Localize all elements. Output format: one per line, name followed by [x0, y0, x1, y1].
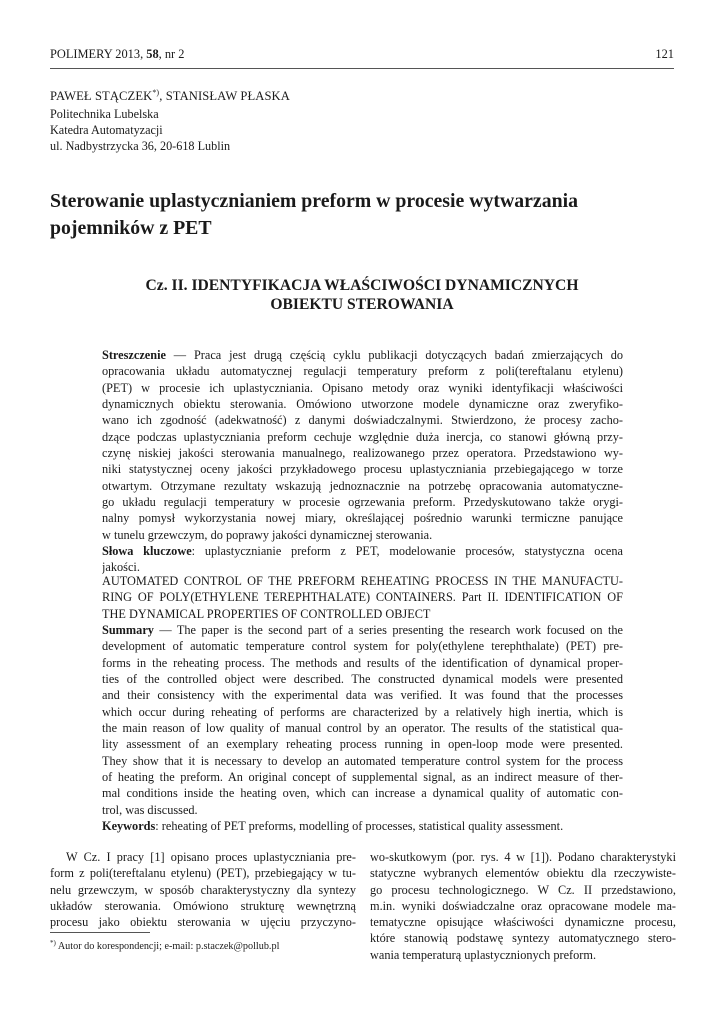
summary-line: development of automatic temperature control system for poly(ethylene terephthalate) (PET) pre-	[102, 639, 623, 654]
abstract-line: dynamicznych obiektu sterowania. Omówiono utworzone modele dynamiczne oraz zweryfiko-	[102, 397, 623, 412]
english-title-line: AUTOMATED CONTROL OF THE PREFORM REHEATING PROCESS IN THE MANUFACTU-	[102, 574, 623, 588]
keywords-en-line: Keywords: reheating of PET preforms, modelling of processes, statistical quality assessment.	[102, 819, 564, 834]
summary-line: of heating the preform. An original concept of supplemental signal, as an indirect measure of ther-	[102, 770, 623, 785]
summary-line: forms in the reheating process. The methods and results of the identification of dynamical proper-	[102, 655, 623, 670]
title-line: Sterowanie uplastycznianiem preform w procesie wytwarzania	[50, 190, 578, 212]
body-line: W Cz. I pracy [1] opisano proces uplastyczniania pre-	[66, 850, 356, 864]
article-subtitle	[50, 276, 674, 314]
footnote-divider	[50, 932, 150, 933]
summary-line: ties of the controlled object were described. The constructed dynamical models were presented	[102, 672, 623, 687]
abstract-line: dzące podczas uplastyczniania preform cechuje względnie duża inercja, co stanowi główną przy-	[102, 429, 623, 444]
body-line: wo-skutkowym (por. rys. 4 w [1]). Podano charakterystyki	[370, 850, 676, 864]
body-line: nelu grzewczym, w sposób charakterystyczny dla syntezy	[50, 882, 356, 897]
affiliation-line: ul. Nadbystrzycka 36, 20-618 Lublin	[50, 139, 231, 153]
english-title-line: RING OF POLY(ETHYLENE TEREPHTHALATE) CONTAINERS. Part II. IDENTIFICATION OF	[102, 590, 623, 605]
summary-line: They show that it is necessary to develop an automated temperature control system for the process	[102, 753, 623, 768]
summary-line: trol, was discussed.	[102, 802, 198, 817]
abstract-line: czynę niskiej jakości sterowania manualnego, realizowanego przez operatora. Przedstawiono wy-	[102, 446, 623, 461]
summary-line: mal conditions inside the heating oven, which can increase a dynamical quality of automatic con-	[102, 786, 623, 801]
summary-line: and their consistency with the experimental data was verified. It was found that the processes	[102, 688, 623, 703]
body-line: procesu jako obiektu sterowania w ujęciu przyczyno-	[50, 915, 356, 930]
keywords-pl-line: jakości.	[102, 560, 140, 575]
affiliation	[50, 106, 230, 154]
abstract-line: wano ich zgodność (adekwatność) z danymi doświadczalnymi. Stwierdzono, że procesy zacho-	[102, 413, 623, 428]
abstract-line: w tunelu grzewczym, do poprawy jakości dynamicznej sterowania.	[102, 527, 433, 542]
abstract-line: (PET) w procesie ich uplastyczniania. Opisano metody oraz wyniki identyfikacji właściwości	[102, 380, 623, 395]
streszczenie-label: Streszczenie	[102, 348, 166, 362]
affiliation-line: Katedra Automatyzacji	[50, 123, 163, 137]
footnote-text: Autor do korespondencji; e-mail: p.staczek@pollub.pl	[55, 941, 280, 952]
body-line: m.in. wyniki doświadczalne oraz opracowane modele ma-	[370, 898, 676, 913]
abstract-line: nalny pomysł wykorzystania nowej miary, określającej pośrednio warunki termiczne panujące	[102, 511, 623, 526]
body-column-left	[50, 849, 356, 930]
summary-label: Summary	[102, 623, 154, 638]
article-title	[50, 188, 680, 242]
page-number: 121	[655, 47, 674, 61]
affiliation-line: Politechnika Lubelska	[50, 107, 159, 121]
body-line: wania temperaturą uplastycznionych preform.	[370, 947, 597, 962]
slowa-kluczowe-label: Słowa kluczowe	[102, 544, 192, 559]
summary-line: lity assessment of an exemplary reheating process running in open-loop mode were presented.	[102, 737, 623, 752]
footnote	[50, 939, 279, 952]
footnote-mark: *)	[50, 939, 56, 947]
title-line: pojemników z PET	[50, 217, 212, 239]
authors-line	[50, 88, 290, 104]
english-title-line: THE DYNAMICAL PROPERTIES OF CONTROLLED OBJECT	[102, 606, 431, 621]
body-line: form z poli(tereftalanu etylenu) (PET), przebiegający w tu-	[50, 866, 356, 881]
subtitle-line: Cz. II. IDENTYFIKACJA WŁAŚCIWOŚCI DYNAMICZNYCH	[145, 277, 579, 294]
body-line: go procesu technologicznego. W Cz. II przedstawiono,	[370, 882, 676, 897]
journal-citation: POLIMERY 2013, 58, nr 2	[50, 47, 185, 61]
abstract-line: niki statystycznej oceny jakości przykładowego procesu uplastyczniania przebiegającego w torze	[102, 462, 623, 477]
body-column-right	[370, 849, 676, 963]
keywords-pl-line: Słowa kluczowe: uplastycznianie preform z PET, modelowanie procesów, statystyczna ocena	[102, 544, 623, 559]
abstract-line: otwartym. Otrzymane rezultaty wskazują jednoznacznie na potrzebę opracowania automatyczne-	[102, 478, 623, 493]
author-2: , STANISŁAW PŁASKA	[159, 89, 290, 103]
body-line: tematyczne opisujące właściwości dynamiczne procesu,	[370, 915, 676, 930]
corresponding-author-mark: *)	[152, 88, 160, 97]
header-divider	[50, 68, 674, 69]
subtitle-line: OBIEKTU STEROWANIA	[270, 296, 454, 313]
abstract-line: opracowania układu automatycznej regulacji temperatury preform z poli(tereftalanu etylenu)	[102, 364, 623, 379]
abstract-line: Streszczenie — Praca jest drugą częścią cyklu publikacji dotyczących badań zmierzających do	[102, 348, 623, 362]
summary-line: the main reason of low quality of manual control by an operator. The results of the statistical qua-	[102, 721, 623, 736]
english-abstract	[102, 573, 623, 835]
polish-abstract	[102, 347, 623, 576]
summary-line: which occur during reheating of performs are characterized by a relatively high inertia, which is	[102, 704, 623, 719]
summary-line: Summary — The paper is the second part of a series presenting the research work focused on the	[102, 623, 623, 638]
body-line: statyczne wybranych elementów obiektu dla rzeczywiste-	[370, 866, 676, 881]
running-header	[50, 47, 674, 67]
keywords-label: Keywords	[102, 819, 156, 834]
body-line: układów sterowania. Omówiono strukturę wewnętrzną	[50, 898, 356, 913]
abstract-line: go układu regulacji temperatury w procesie ogrzewania preform. Przedyskutowano także orygi-	[102, 495, 623, 510]
body-line: które stanowią podstawę syntezy automatycznego stero-	[370, 931, 676, 946]
author-1: PAWEŁ STĄCZEK	[50, 89, 153, 103]
journal-volume: 58	[146, 47, 159, 61]
